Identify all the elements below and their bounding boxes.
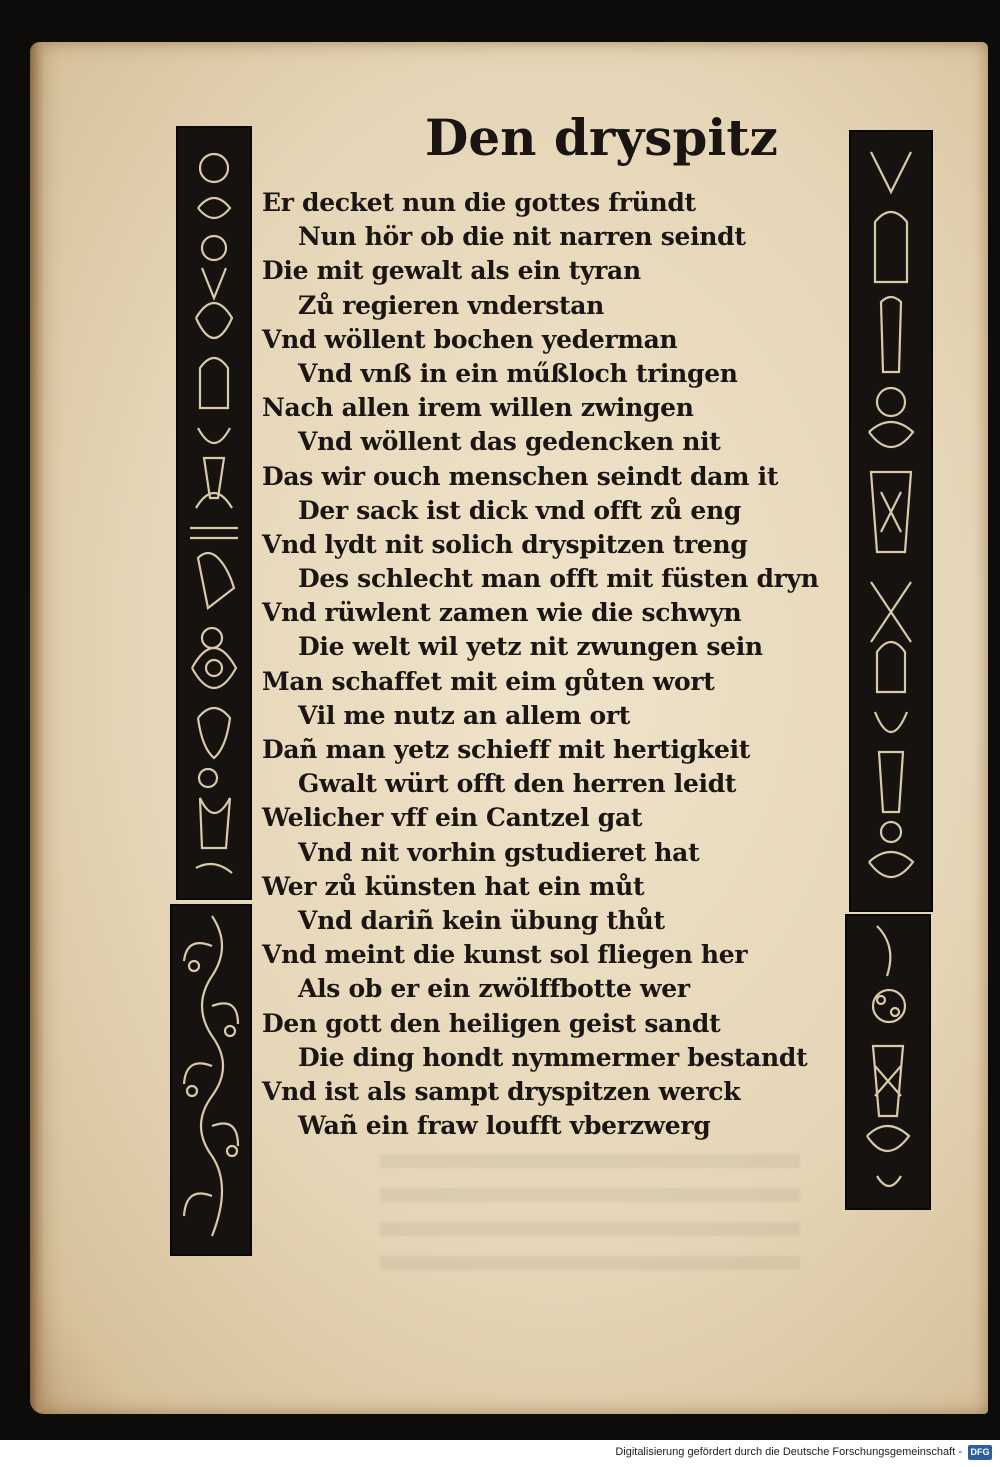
verse-line: Nach allen irem willen zwingen bbox=[262, 393, 694, 423]
left-woodcut-border-top bbox=[176, 126, 252, 900]
verse-line: Welicher vff ein Cantzel gat bbox=[262, 803, 643, 833]
right-woodcut-border-bottom bbox=[845, 914, 931, 1210]
footer-bar bbox=[0, 1440, 1000, 1467]
verse-line: Wer zů künsten hat ein můt bbox=[262, 871, 645, 901]
verse-line: Die mit gewalt als ein tyran bbox=[262, 256, 641, 286]
ink-bleed-through bbox=[380, 1150, 800, 1270]
verse-line: Er decket nun die gottes fründt bbox=[262, 188, 696, 217]
verse-line: Vnd dariñ kein übung thůt bbox=[298, 905, 665, 935]
verse-line: Nun hör ob die nit narren seindt bbox=[298, 222, 746, 252]
dfg-logo: DFG bbox=[968, 1445, 992, 1460]
verse-line: Dañ man yetz schieff mit hertigkeit bbox=[262, 735, 751, 764]
verse-line: Gwalt würt offt den herren leidt bbox=[298, 769, 737, 799]
verse-list bbox=[262, 186, 842, 1143]
verse-line: Des schlecht man offt mit füsten dryn bbox=[298, 564, 819, 594]
verse-line: Das wir ouch menschen seindt dam it bbox=[262, 461, 779, 491]
left-woodcut-border-bottom bbox=[170, 904, 252, 1256]
verse-line: Man schaffet mit eim gůten wort bbox=[262, 666, 715, 696]
verse-line: Den gott den heiligen geist sandt bbox=[262, 1008, 721, 1038]
verse-line: Zů regieren vnderstan bbox=[298, 290, 605, 320]
verse-line: Vnd vnß in ein műßloch tringen bbox=[298, 358, 738, 388]
verse-line: Vnd wöllent das gedencken nit bbox=[298, 427, 721, 457]
verse-line: Die ding hondt nymmermer bestandt bbox=[298, 1042, 808, 1072]
verse-line: Vnd meint die kunst sol fliegen her bbox=[262, 940, 748, 970]
verse-line: Vil me nutz an allem ort bbox=[298, 700, 631, 730]
right-woodcut-border-top bbox=[849, 130, 933, 912]
verse-line: Als ob er ein zwölffbotte wer bbox=[298, 974, 690, 1004]
footer-credit: Digitalisierung gefördert durch die Deutsche Forschungsgemeinschaft - bbox=[615, 1446, 962, 1458]
verse-line: Vnd wöllent bochen yederman bbox=[262, 324, 678, 354]
verse-line: Der sack ist dick vnd offt zů eng bbox=[298, 495, 742, 525]
verse-line: Vnd nit vorhin gstudieret hat bbox=[298, 837, 700, 867]
verse-line: Wañ ein fraw loufft vberzwerg bbox=[298, 1111, 711, 1141]
verse-line: Vnd lydt nit solich dryspitzen treng bbox=[262, 529, 748, 559]
verse-line: Die welt wil yetz nit zwungen sein bbox=[298, 632, 763, 662]
page-edge-shadow bbox=[30, 42, 44, 1414]
page-title: Den dryspitz bbox=[425, 108, 778, 167]
verse-line: Vnd ist als sampt dryspitzen werck bbox=[262, 1076, 741, 1106]
verse-line: Vnd rüwlent zamen wie die schwyn bbox=[262, 598, 742, 628]
